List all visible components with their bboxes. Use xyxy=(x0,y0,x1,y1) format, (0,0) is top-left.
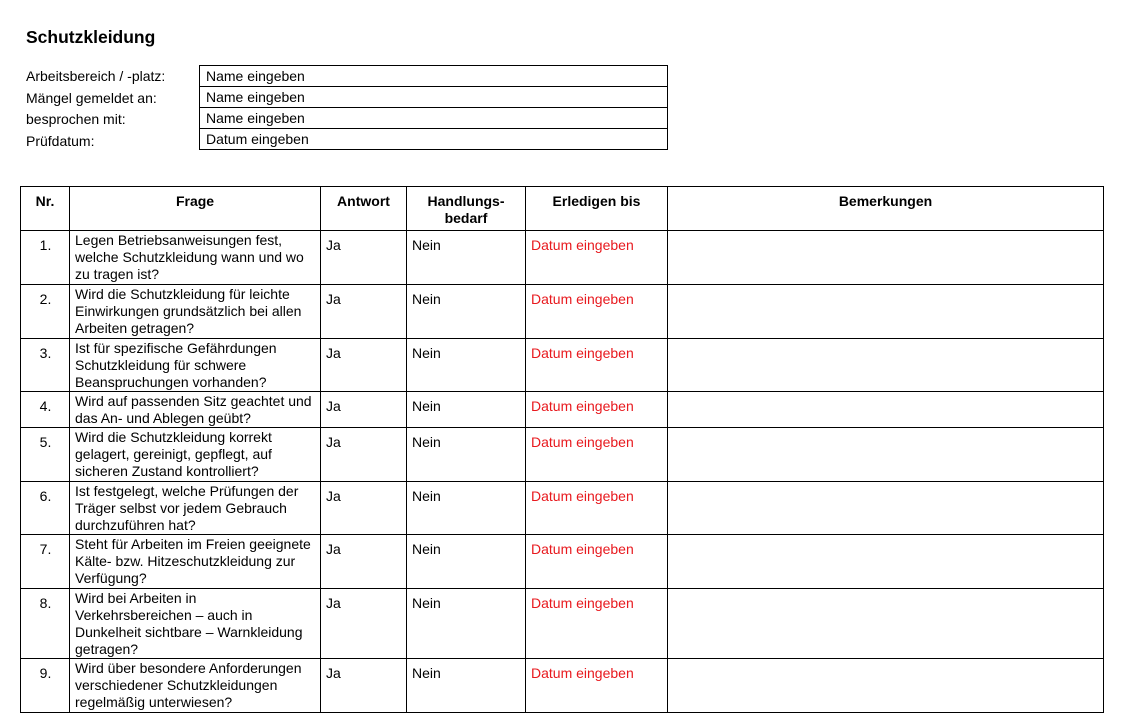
row-erledigen-bis[interactable]: Datum eingeben xyxy=(526,482,668,535)
table-row xyxy=(21,659,1104,713)
row-frage: Wird auf passenden Sitz geachtet und das An- und Ablegen geübt? xyxy=(70,392,321,428)
row-handlungsbedarf[interactable]: Nein xyxy=(407,482,526,535)
row-antwort[interactable]: Ja xyxy=(321,231,407,285)
row-nr: 9. xyxy=(21,659,70,713)
row-antwort[interactable]: Ja xyxy=(321,392,407,428)
table-row xyxy=(21,482,1104,535)
table-row xyxy=(21,589,1104,659)
row-antwort[interactable]: Ja xyxy=(321,339,407,392)
row-frage: Wird die Schutzkleidung für leichte Einwirkungen grundsätzlich bei allen Arbeiten getragen? xyxy=(70,285,321,339)
row-nr: 2. xyxy=(21,285,70,339)
row-erledigen-bis[interactable]: Datum eingeben xyxy=(526,231,668,285)
meta-label-arbeitsbereich: Arbeitsbereich / -platz: xyxy=(26,68,166,84)
row-frage: Steht für Arbeiten im Freien geeignete Kälte- bzw. Hitzeschutzkleidung zur Verfügung? xyxy=(70,535,321,589)
arbeitsbereich-field[interactable]: Name eingeben xyxy=(200,66,668,87)
row-antwort[interactable]: Ja xyxy=(321,589,407,659)
row-handlungsbedarf[interactable]: Nein xyxy=(407,231,526,285)
row-handlungsbedarf[interactable]: Nein xyxy=(407,339,526,392)
table-row xyxy=(21,392,1104,428)
row-antwort[interactable]: Ja xyxy=(321,482,407,535)
row-nr: 3. xyxy=(21,339,70,392)
meta-label-besprochen: besprochen mit: xyxy=(26,111,126,127)
row-erledigen-bis[interactable]: Datum eingeben xyxy=(526,428,668,482)
row-bemerkungen[interactable] xyxy=(668,482,1104,535)
table-row xyxy=(21,231,1104,285)
row-erledigen-bis[interactable]: Datum eingeben xyxy=(526,535,668,589)
checklist-table xyxy=(20,186,1104,713)
row-antwort[interactable]: Ja xyxy=(321,535,407,589)
header-frage: Frage xyxy=(70,187,321,231)
table-row xyxy=(21,535,1104,589)
row-bemerkungen[interactable] xyxy=(668,231,1104,285)
row-bemerkungen[interactable] xyxy=(668,392,1104,428)
row-erledigen-bis[interactable]: Datum eingeben xyxy=(526,659,668,713)
row-nr: 6. xyxy=(21,482,70,535)
maengel-field[interactable]: Name eingeben xyxy=(200,87,668,108)
meta-label-maengel: Mängel gemeldet an: xyxy=(26,89,157,106)
besprochen-field[interactable]: Name eingeben xyxy=(200,108,668,129)
row-handlungsbedarf[interactable]: Nein xyxy=(407,535,526,589)
row-handlungsbedarf[interactable]: Nein xyxy=(407,589,526,659)
row-erledigen-bis[interactable]: Datum eingeben xyxy=(526,589,668,659)
row-nr: 5. xyxy=(21,428,70,482)
meta-label-pruefdatum: Prüfdatum: xyxy=(26,132,95,149)
row-bemerkungen[interactable] xyxy=(668,339,1104,392)
row-antwort[interactable]: Ja xyxy=(321,659,407,713)
row-frage: Legen Betriebsanweisungen fest, welche Schutzkleidung wann und wo zu tragen ist? xyxy=(70,231,321,285)
header-handlungsbedarf: Handlungs-bedarf xyxy=(407,187,526,231)
row-handlungsbedarf[interactable]: Nein xyxy=(407,285,526,339)
row-nr: 8. xyxy=(21,589,70,659)
meta-labels xyxy=(26,66,165,152)
row-nr: 7. xyxy=(21,535,70,589)
row-handlungsbedarf[interactable]: Nein xyxy=(407,428,526,482)
page-title: Schutzkleidung xyxy=(26,27,156,47)
row-frage: Wird über besondere Anforderungen verschiedener Schutzkleidungen regelmäßig unterwiesen? xyxy=(70,659,321,713)
table-header-row xyxy=(21,187,1104,231)
row-nr: 4. xyxy=(21,392,70,428)
row-frage: Ist festgelegt, welche Prüfungen der Träger selbst vor jedem Gebrauch durchzuführen hat? xyxy=(70,482,321,535)
row-bemerkungen[interactable] xyxy=(668,428,1104,482)
row-erledigen-bis[interactable]: Datum eingeben xyxy=(526,392,668,428)
row-nr: 1. xyxy=(21,231,70,285)
pruefdatum-field[interactable]: Datum eingeben xyxy=(200,129,668,150)
meta-fields xyxy=(199,65,668,150)
table-row xyxy=(21,428,1104,482)
header-erledigen-bis: Erledigen bis xyxy=(526,187,668,231)
header-bemerkungen: Bemerkungen xyxy=(668,187,1104,231)
row-antwort[interactable]: Ja xyxy=(321,285,407,339)
row-frage: Wird die Schutzkleidung korrekt gelagert, gereinigt, gepflegt, auf sicheren Zustand kontrolliert? xyxy=(70,428,321,482)
table-row xyxy=(21,339,1104,392)
row-bemerkungen[interactable] xyxy=(668,659,1104,713)
row-erledigen-bis[interactable]: Datum eingeben xyxy=(526,339,668,392)
row-bemerkungen[interactable] xyxy=(668,535,1104,589)
header-nr: Nr. xyxy=(21,187,70,231)
row-handlungsbedarf[interactable]: Nein xyxy=(407,659,526,713)
row-frage: Ist für spezifische Gefährdungen Schutzkleidung für schwere Beanspruchungen vorhanden? xyxy=(70,339,321,392)
row-bemerkungen[interactable] xyxy=(668,285,1104,339)
row-bemerkungen[interactable] xyxy=(668,589,1104,659)
row-erledigen-bis[interactable]: Datum eingeben xyxy=(526,285,668,339)
row-frage: Wird bei Arbeiten in Verkehrsbereichen – auch in Dunkelheit sichtbare – Warnkleidung getragen? xyxy=(70,589,321,659)
header-antwort: Antwort xyxy=(321,187,407,231)
row-handlungsbedarf[interactable]: Nein xyxy=(407,392,526,428)
row-antwort[interactable]: Ja xyxy=(321,428,407,482)
table-row xyxy=(21,285,1104,339)
